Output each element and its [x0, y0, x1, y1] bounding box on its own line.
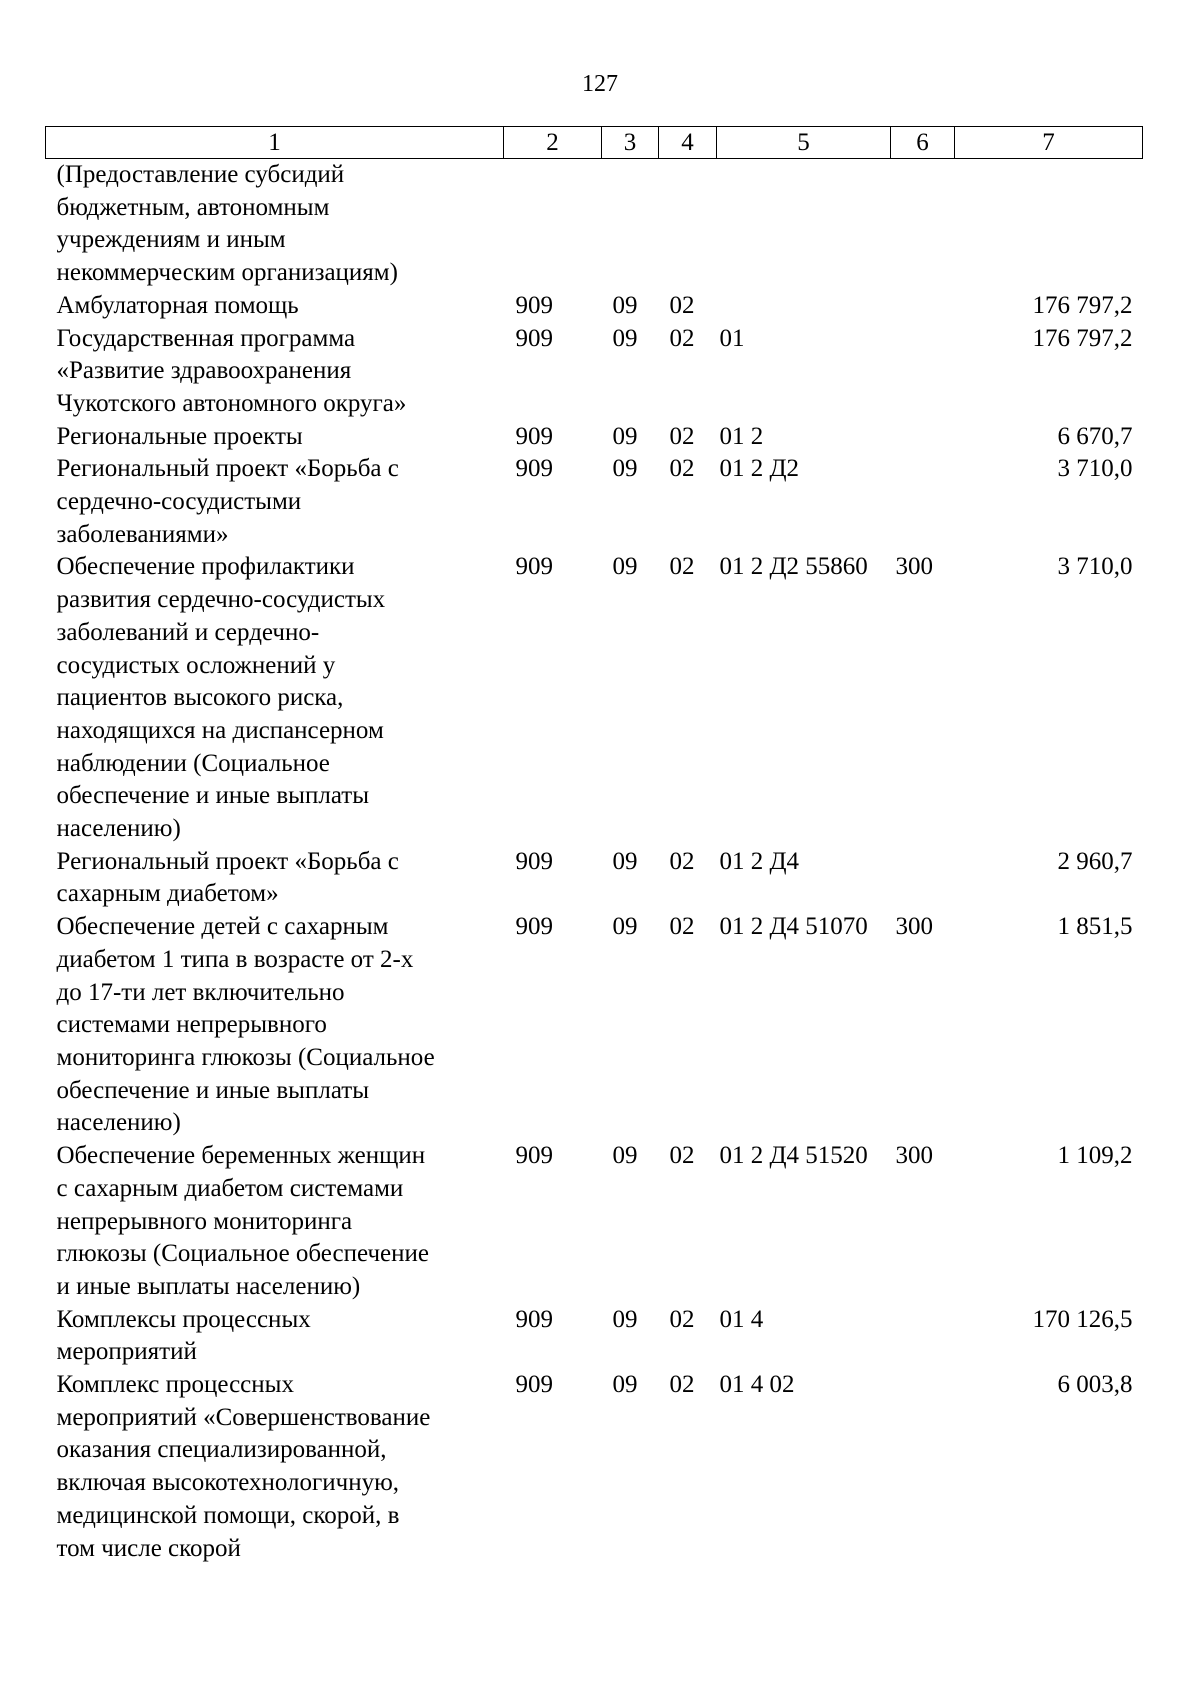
amount-cell: 176 797,2 — [1032, 291, 1133, 319]
item-name-line: «Развитие здравоохранения — [56, 357, 352, 385]
table-row — [46, 1369, 1143, 1565]
subsection-cell: 02 — [669, 913, 695, 941]
subsection-cell: 02 — [669, 1142, 695, 1170]
table-row — [46, 846, 1143, 911]
item-name-line: мониторинга глюкозы (Социальное — [56, 1043, 435, 1071]
item-name-line: Чукотского автономного округа» — [56, 389, 407, 417]
admin-code-cell: 909 — [515, 291, 553, 319]
header-col-4: 4 — [659, 127, 717, 159]
item-name-line: Комплексы процессных — [56, 1305, 311, 1333]
item-name-line: находящихся на диспансерном — [56, 716, 384, 744]
item-name-line: Региональный проект «Борьба с — [56, 847, 399, 875]
item-name-line: наблюдении (Социальное — [56, 749, 330, 777]
item-name-cell — [46, 1140, 504, 1304]
amount-cell — [955, 159, 1143, 290]
table-row — [46, 1304, 1143, 1369]
subsection-cell — [659, 159, 717, 290]
amount-cell: 1 109,2 — [1057, 1142, 1133, 1170]
header-col-2: 2 — [504, 127, 602, 159]
item-name-line: и иные выплаты населению) — [56, 1272, 361, 1300]
item-name-line: включая высокотехнологичную, — [56, 1469, 400, 1497]
admin-code-cell: 909 — [515, 455, 553, 483]
admin-code-cell: 909 — [515, 913, 553, 941]
item-name-line: Региональные проекты — [56, 422, 303, 450]
section-cell — [602, 159, 659, 290]
section-cell: 09 — [612, 422, 638, 450]
target-article-cell: 01 2 — [719, 422, 764, 450]
expense-type-cell — [891, 1304, 955, 1369]
target-article-cell: 01 2 Д2 — [719, 455, 800, 483]
item-name-cell — [46, 323, 504, 421]
expense-type-cell — [891, 421, 955, 454]
expense-type-cell: 300 — [895, 913, 933, 941]
item-name-line: заболеваний и сердечно- — [56, 618, 320, 646]
target-article-cell: 01 4 — [719, 1305, 764, 1333]
item-name-cell — [46, 911, 504, 1140]
item-name-cell — [46, 159, 504, 290]
item-name-line: оказания специализированной, — [56, 1436, 387, 1464]
item-name-line: мероприятий «Совершенствование — [56, 1403, 431, 1431]
subsection-cell: 02 — [669, 455, 695, 483]
header-col-1: 1 — [46, 127, 504, 159]
item-name-line: некоммерческим организациям) — [56, 259, 398, 287]
header-row — [46, 127, 1143, 159]
table-row — [46, 453, 1143, 551]
item-name-line: диабетом 1 типа в возрасте от 2-х — [56, 945, 414, 973]
item-name-line: обеспечение и иные выплаты — [56, 1076, 369, 1104]
header-col-7: 7 — [955, 127, 1143, 159]
expense-type-cell — [891, 290, 955, 323]
target-article-cell: 01 — [719, 324, 745, 352]
expense-type-cell — [891, 846, 955, 911]
item-name-line: системами непрерывного — [56, 1011, 327, 1039]
subsection-cell: 02 — [669, 553, 695, 581]
table-row — [46, 159, 1143, 290]
item-name-line: Обеспечение детей с сахарным — [56, 913, 389, 941]
section-cell: 09 — [612, 847, 638, 875]
item-name-line: Комплекс процессных — [56, 1371, 294, 1399]
section-cell: 09 — [612, 291, 638, 319]
item-name-line: Региональный проект «Борьба с — [56, 455, 399, 483]
header-col-6: 6 — [891, 127, 955, 159]
item-name-cell — [46, 846, 504, 911]
item-name-cell — [46, 1304, 504, 1369]
admin-code-cell: 909 — [515, 1142, 553, 1170]
item-name-line: медицинской помощи, скорой, в — [56, 1501, 400, 1529]
item-name-line: до 17-ти лет включительно — [56, 978, 345, 1006]
subsection-cell: 02 — [669, 847, 695, 875]
admin-code-cell: 909 — [515, 553, 553, 581]
section-cell: 09 — [612, 324, 638, 352]
budget-table — [45, 126, 1143, 1565]
amount-cell: 3 710,0 — [1057, 553, 1133, 581]
item-name-line: учреждениям и иным — [56, 226, 286, 254]
item-name-line: населению) — [56, 1109, 181, 1137]
item-name-cell — [46, 453, 504, 551]
amount-cell: 6 670,7 — [1057, 422, 1133, 450]
admin-code-cell: 909 — [515, 1371, 553, 1399]
header-col-5: 5 — [717, 127, 891, 159]
item-name-line: Государственная программа — [56, 324, 356, 352]
subsection-cell: 02 — [669, 422, 695, 450]
expense-type-cell — [891, 159, 955, 290]
expense-type-cell — [891, 1369, 955, 1565]
item-name-line: том числе скорой — [56, 1534, 241, 1562]
amount-cell: 2 960,7 — [1057, 847, 1133, 875]
section-cell: 09 — [612, 1142, 638, 1170]
subsection-cell: 02 — [669, 324, 695, 352]
item-name-cell — [46, 1369, 504, 1565]
item-name-line: населению) — [56, 815, 181, 843]
expense-type-cell — [891, 453, 955, 551]
amount-cell: 1 851,5 — [1057, 913, 1133, 941]
table-row — [46, 421, 1143, 454]
item-name-line: развития сердечно-сосудистых — [56, 586, 386, 614]
item-name-line: Обеспечение беременных женщин — [56, 1142, 426, 1170]
section-cell: 09 — [612, 1305, 638, 1333]
item-name-line: непрерывного мониторинга — [56, 1207, 353, 1235]
item-name-cell — [46, 421, 504, 454]
table-header — [46, 127, 1143, 159]
target-article-cell — [717, 290, 891, 323]
expense-type-cell: 300 — [895, 1142, 933, 1170]
header-col-3: 3 — [602, 127, 659, 159]
amount-cell: 176 797,2 — [1032, 324, 1133, 352]
item-name-line: бюджетным, автономным — [56, 193, 330, 221]
expense-type-cell — [891, 323, 955, 421]
section-cell: 09 — [612, 553, 638, 581]
item-name-line: Амбулаторная помощь — [56, 291, 299, 319]
item-name-line: заболеваниями» — [56, 520, 229, 548]
amount-cell: 6 003,8 — [1057, 1371, 1133, 1399]
admin-code-cell: 909 — [515, 324, 553, 352]
amount-cell: 170 126,5 — [1032, 1305, 1133, 1333]
subsection-cell: 02 — [669, 1305, 695, 1333]
item-name-line: Обеспечение профилактики — [56, 553, 355, 581]
table-row — [46, 551, 1143, 845]
table-row — [46, 323, 1143, 421]
subsection-cell: 02 — [669, 291, 695, 319]
subsection-cell: 02 — [669, 1371, 695, 1399]
item-name-line: с сахарным диабетом системами — [56, 1174, 404, 1202]
item-name-line: глюкозы (Социальное обеспечение — [56, 1240, 429, 1268]
target-article-cell: 01 2 Д4 — [719, 847, 800, 875]
admin-code-cell: 909 — [515, 847, 553, 875]
table-row — [46, 290, 1143, 323]
amount-cell: 3 710,0 — [1057, 455, 1133, 483]
target-article-cell — [717, 159, 891, 290]
item-name-line: сосудистых осложнений у — [56, 651, 336, 679]
admin-code-cell: 909 — [515, 1305, 553, 1333]
item-name-line: (Предоставление субсидий — [56, 161, 345, 188]
item-name-cell — [46, 551, 504, 845]
item-name-line: мероприятий — [56, 1338, 197, 1366]
table-body — [46, 159, 1143, 1566]
admin-code-cell — [504, 159, 602, 290]
table-row — [46, 1140, 1143, 1304]
item-name-cell — [46, 290, 504, 323]
target-article-cell: 01 2 Д4 51070 — [719, 913, 868, 941]
expense-type-cell: 300 — [895, 553, 933, 581]
target-article-cell: 01 2 Д2 55860 — [719, 553, 868, 581]
item-name-line: сахарным диабетом» — [56, 880, 279, 908]
admin-code-cell: 909 — [515, 422, 553, 450]
item-name-line: пациентов высокого риска, — [56, 684, 344, 712]
section-cell: 09 — [612, 913, 638, 941]
table-row — [46, 911, 1143, 1140]
target-article-cell: 01 4 02 — [719, 1371, 795, 1399]
item-name-line: обеспечение и иные выплаты — [56, 782, 369, 810]
page-number: 127 — [582, 71, 618, 97]
section-cell: 09 — [612, 1371, 638, 1399]
item-name-line: сердечно-сосудистыми — [56, 488, 302, 516]
target-article-cell: 01 2 Д4 51520 — [719, 1142, 868, 1170]
section-cell: 09 — [612, 455, 638, 483]
